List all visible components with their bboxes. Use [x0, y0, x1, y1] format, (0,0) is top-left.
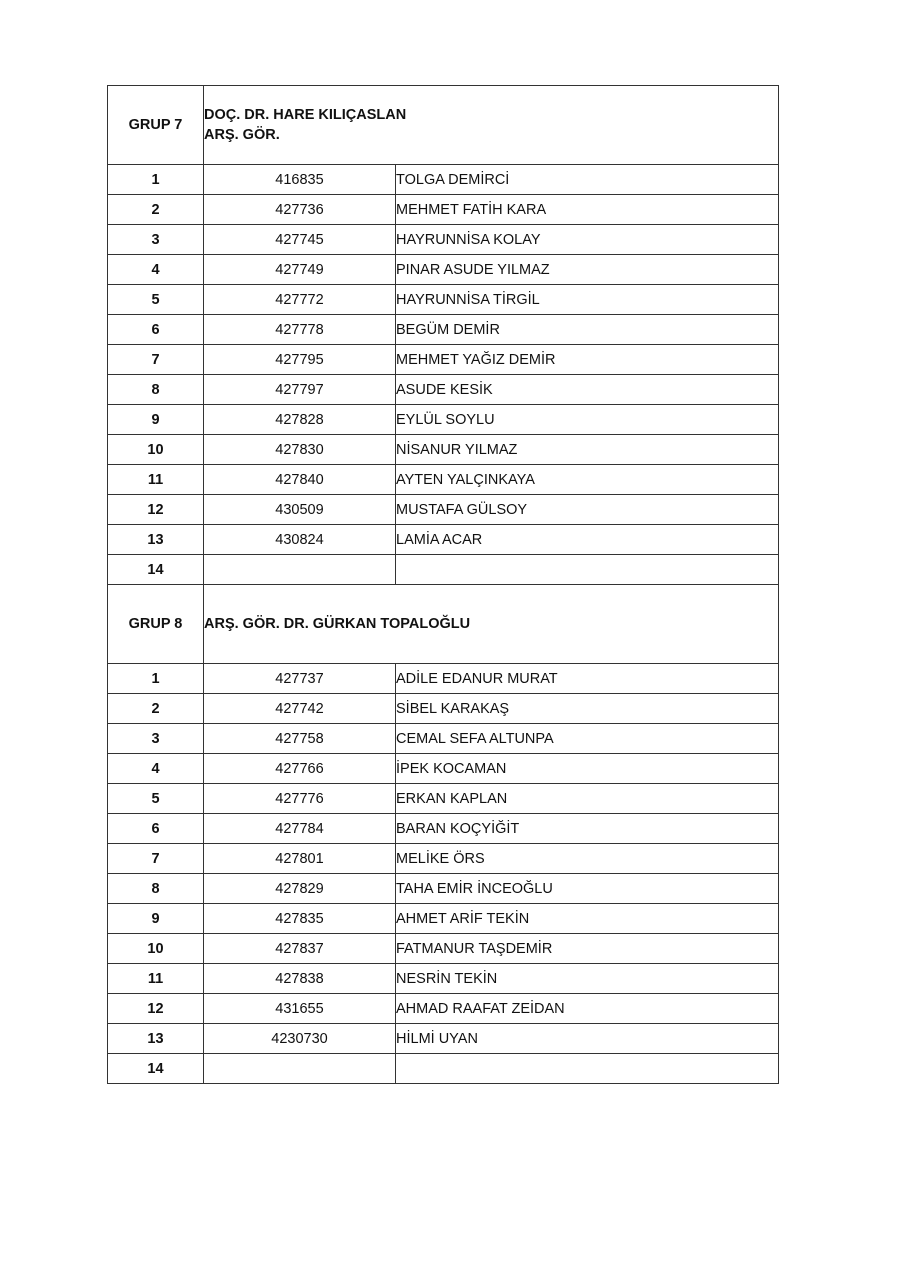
table-row	[108, 405, 779, 435]
student-name	[396, 555, 779, 585]
student-name: MEHMET FATİH KARA	[396, 195, 779, 225]
table-row	[108, 934, 779, 964]
table-row	[108, 844, 779, 874]
student-name: NESRİN TEKİN	[396, 964, 779, 994]
student-name: HİLMİ UYAN	[396, 1024, 779, 1054]
student-name: MUSTAFA GÜLSOY	[396, 495, 779, 525]
table-row	[108, 525, 779, 555]
student-id: 431655	[204, 994, 396, 1024]
student-name: BARAN KOÇYİĞİT	[396, 814, 779, 844]
student-id: 4230730	[204, 1024, 396, 1054]
table-row	[108, 315, 779, 345]
student-id: 427797	[204, 375, 396, 405]
table-row	[108, 435, 779, 465]
table-row	[108, 994, 779, 1024]
table-row	[108, 874, 779, 904]
row-number: 6	[108, 814, 204, 844]
row-number: 4	[108, 255, 204, 285]
row-number: 2	[108, 694, 204, 724]
student-id: 427838	[204, 964, 396, 994]
student-name: İPEK KOCAMAN	[396, 754, 779, 784]
student-name: CEMAL SEFA ALTUNPA	[396, 724, 779, 754]
student-name: HAYRUNNİSA TİRGİL	[396, 285, 779, 315]
table-row	[108, 555, 779, 585]
table-row	[108, 285, 779, 315]
student-name: AYTEN YALÇINKAYA	[396, 465, 779, 495]
table-row	[108, 664, 779, 694]
group-label: GRUP 8	[108, 585, 204, 664]
student-id: 430824	[204, 525, 396, 555]
row-number: 8	[108, 375, 204, 405]
student-name: PINAR ASUDE YILMAZ	[396, 255, 779, 285]
row-number: 13	[108, 525, 204, 555]
student-id: 427736	[204, 195, 396, 225]
student-id: 427749	[204, 255, 396, 285]
table-row	[108, 694, 779, 724]
table-row	[108, 195, 779, 225]
student-name: ERKAN KAPLAN	[396, 784, 779, 814]
instructor-name: DOÇ. DR. HARE KILIÇASLAN	[204, 107, 407, 123]
group-label: GRUP 7	[108, 86, 204, 165]
table-row	[108, 495, 779, 525]
instructor-name: ARŞ. GÖR. DR. GÜRKAN TOPALOĞLU	[204, 616, 471, 632]
table-row	[108, 814, 779, 844]
student-id: 427766	[204, 754, 396, 784]
student-name: TAHA EMİR İNCEOĞLU	[396, 874, 779, 904]
student-id: 427795	[204, 345, 396, 375]
student-id: 427776	[204, 784, 396, 814]
row-number: 4	[108, 754, 204, 784]
row-number: 5	[108, 285, 204, 315]
student-id: 427742	[204, 694, 396, 724]
student-id: 427758	[204, 724, 396, 754]
row-number: 6	[108, 315, 204, 345]
row-number: 10	[108, 435, 204, 465]
student-name: BEGÜM DEMİR	[396, 315, 779, 345]
group-header-row	[108, 585, 779, 664]
table-row	[108, 784, 779, 814]
row-number: 3	[108, 724, 204, 754]
group-instructor-cell	[204, 585, 779, 664]
table-row	[108, 345, 779, 375]
table-row	[108, 904, 779, 934]
student-id: 427835	[204, 904, 396, 934]
row-number: 12	[108, 495, 204, 525]
student-name: ADİLE EDANUR MURAT	[396, 664, 779, 694]
group-header-row	[108, 86, 779, 165]
row-number: 7	[108, 345, 204, 375]
row-number: 8	[108, 874, 204, 904]
student-name: EYLÜL SOYLU	[396, 405, 779, 435]
student-id: 427837	[204, 934, 396, 964]
row-number: 13	[108, 1024, 204, 1054]
row-number: 1	[108, 165, 204, 195]
row-number: 11	[108, 964, 204, 994]
table-row	[108, 375, 779, 405]
row-number: 7	[108, 844, 204, 874]
student-id: 416835	[204, 165, 396, 195]
student-id: 427801	[204, 844, 396, 874]
row-number: 9	[108, 405, 204, 435]
row-number: 5	[108, 784, 204, 814]
row-number: 2	[108, 195, 204, 225]
student-name: HAYRUNNİSA KOLAY	[396, 225, 779, 255]
student-name: MELİKE ÖRS	[396, 844, 779, 874]
table-row	[108, 964, 779, 994]
row-number: 14	[108, 1054, 204, 1084]
student-name: ASUDE KESİK	[396, 375, 779, 405]
group-instructor-cell	[204, 86, 779, 165]
student-id: 427778	[204, 315, 396, 345]
table-row	[108, 1054, 779, 1084]
row-number: 14	[108, 555, 204, 585]
row-number: 3	[108, 225, 204, 255]
table-row	[108, 255, 779, 285]
roster-body	[108, 86, 779, 1084]
row-number: 11	[108, 465, 204, 495]
row-number: 9	[108, 904, 204, 934]
student-name: LAMİA ACAR	[396, 525, 779, 555]
student-id	[204, 555, 396, 585]
student-name: MEHMET YAĞIZ DEMİR	[396, 345, 779, 375]
student-id: 427840	[204, 465, 396, 495]
table-row	[108, 724, 779, 754]
table-row	[108, 1024, 779, 1054]
student-id: 427745	[204, 225, 396, 255]
student-name: FATMANUR TAŞDEMİR	[396, 934, 779, 964]
student-name: TOLGA DEMİRCİ	[396, 165, 779, 195]
student-name: NİSANUR YILMAZ	[396, 435, 779, 465]
student-id: 427772	[204, 285, 396, 315]
instructor-name: ARŞ. GÖR.	[204, 127, 280, 143]
student-id: 430509	[204, 495, 396, 525]
student-name: SİBEL KARAKAŞ	[396, 694, 779, 724]
student-id: 427737	[204, 664, 396, 694]
table-row	[108, 754, 779, 784]
student-id: 427828	[204, 405, 396, 435]
student-id	[204, 1054, 396, 1084]
student-id: 427829	[204, 874, 396, 904]
table-row	[108, 225, 779, 255]
student-name	[396, 1054, 779, 1084]
group-roster-table	[107, 85, 779, 1084]
row-number: 10	[108, 934, 204, 964]
student-name: AHMET ARİF TEKİN	[396, 904, 779, 934]
student-name: AHMAD RAAFAT ZEİDAN	[396, 994, 779, 1024]
table-row	[108, 465, 779, 495]
row-number: 12	[108, 994, 204, 1024]
row-number: 1	[108, 664, 204, 694]
table-row	[108, 165, 779, 195]
student-id: 427784	[204, 814, 396, 844]
student-id: 427830	[204, 435, 396, 465]
